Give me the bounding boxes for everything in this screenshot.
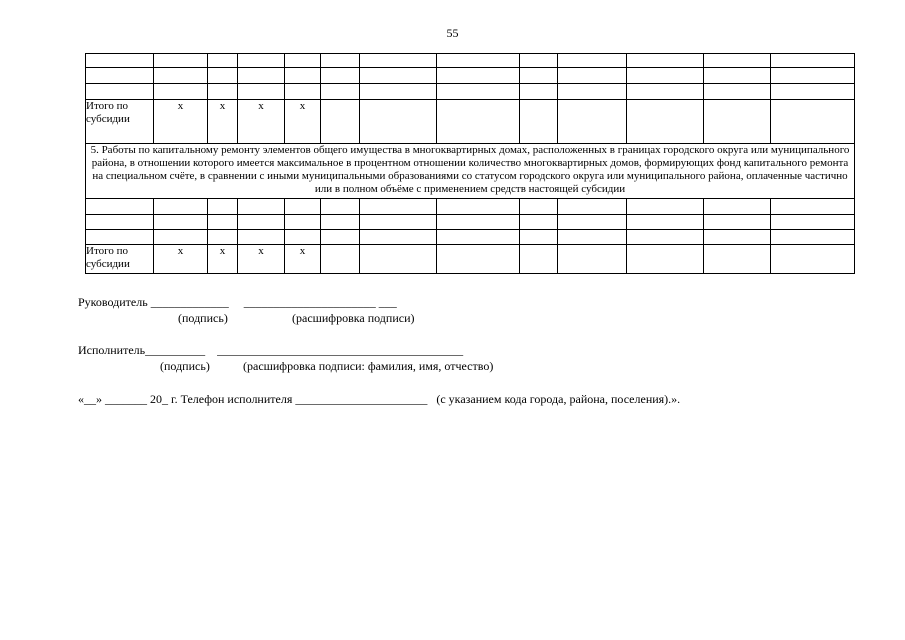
x-mark: x <box>208 100 238 144</box>
table-row <box>86 230 855 245</box>
executor-signature-caption: (подпись) <box>160 359 210 373</box>
total-label: Итого по субсидии <box>86 245 154 274</box>
x-mark: x <box>154 245 208 274</box>
x-mark: x <box>154 100 208 144</box>
table-row <box>86 68 855 84</box>
total-row <box>86 100 855 144</box>
head-signature-caption: (подпись) <box>178 311 228 325</box>
table-row <box>86 215 855 230</box>
section-header-row <box>86 144 855 199</box>
total-row <box>86 245 855 274</box>
section-5-heading: 5. Работы по капитальному ремонту элементов общего имущества в многоквартирных домах, расположенных в границах городского округа или муниципального района, в отношении которого имеется максимальное в процентном отношении количество многоквартирных домов, формирующих фонд капитального ремонта на специальном счёте, в сравнении с иными муниципальными образованиями со статусом городского округа или муниципального района, оплаченные частично или в полном объёме с применением средств настоящей субсидии <box>86 144 855 199</box>
report-table <box>85 53 855 274</box>
table-row <box>86 199 855 215</box>
table-row <box>86 54 855 68</box>
x-mark: x <box>238 245 285 274</box>
page-number: 55 <box>446 26 459 40</box>
x-mark: x <box>208 245 238 274</box>
total-label: Итого по субсидии <box>86 100 154 144</box>
head-signature-line: Руководитель _____________ ______________________ ___ <box>78 295 397 309</box>
executor-signature-line: Исполнитель__________ _________________________________________ <box>78 343 464 357</box>
head-name-caption: (расшифровка подписи) <box>292 311 415 325</box>
x-mark: x <box>238 100 285 144</box>
date-phone-line: «__» _______ 20_ г. Телефон исполнителя ______________________ (с указанием кода города, района, поселения).». <box>78 392 681 406</box>
executor-name-caption: (расшифровка подписи: фамилия, имя, отчество) <box>243 359 494 373</box>
x-mark: x <box>285 245 321 274</box>
table-row <box>86 84 855 100</box>
x-mark: x <box>285 100 321 144</box>
